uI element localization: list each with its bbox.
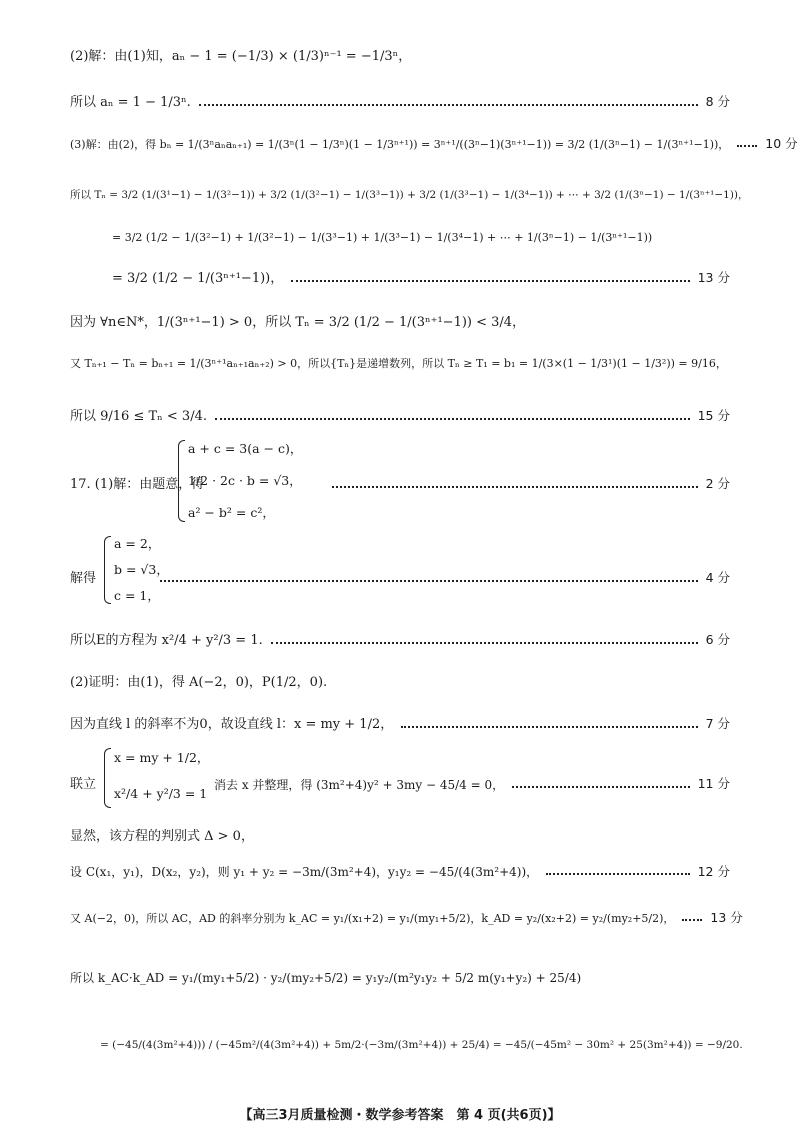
solution-line: (3)解：由(2)，得 bₙ = 1/(3ⁿaₙaₙ₊₁) = 1/(3ⁿ(1 − 1/3ⁿ)(1 − 1/3ⁿ⁺¹)) = 3ⁿ⁺¹/((3ⁿ−1)(3ⁿ⁺¹−1)) = 3/2 (1/(3ⁿ−1) − 1/(3ⁿ⁺¹−1))， 10 分 — [70, 136, 798, 151]
solution-line: = 3/2 (1/2 − 1/(3²−1) + 1/(3²−1) − 1/(3³−1) + 1/(3³−1) − 1/(3⁴−1) + ⋯ + 1/(3ⁿ−1) − 1/(3ⁿ⁺¹−1)) — [112, 231, 653, 244]
equation-system: a = 2， b = √3， c = 1， — [104, 536, 164, 606]
score-points: 13 分 — [710, 910, 743, 925]
solution-line: = (−45/(4(3m²+4))) / (−45m²/(4(3m²+4)) + 5m/2·(−3m/(3m²+4)) + 25/4) = −45/(−45m² − 30m² + 25(3m²+4)) = −9/20. — [100, 1039, 743, 1051]
solution-line: = 3/2 (1/2 − 1/(3ⁿ⁺¹−1))， 13 分 — [112, 270, 730, 286]
leader-dots — [401, 726, 697, 728]
score-points: 4 分 — [705, 570, 730, 586]
leader-dots — [332, 486, 697, 488]
solution-line: 又 A(−2，0)，所以 AC，AD 的斜率分别为 k_AC = y₁/(x₁+2) = y₁/(my₁+5/2)，k_AD = y₂/(x₂+2) = y₂/(my₂+5/2)， 13 分 — [70, 910, 743, 925]
leader-dots — [271, 642, 698, 644]
score-points: 7 分 — [705, 716, 730, 732]
brace — [104, 748, 111, 808]
solution-line: 设 C(x₁，y₁)，D(x₂，y₂)，则 y₁ + y₂ = −3m/(3m²+4)，y₁y₂ = −45/(4(3m²+4))， 12 分 — [70, 864, 730, 880]
solution-line: 所以 k_AC·k_AD = y₁/(my₁+5/2) · y₂/(my₂+5/2) = y₁y₂/(m²y₁y₂ + 5/2 m(y₁+y₂) + 25/4) — [70, 971, 582, 985]
score-points: 6 分 — [705, 632, 730, 648]
problem-17-label: 17. (1)解：由题意，得 — [70, 477, 205, 492]
solution-line: 因为直线 l 的斜率不为0，故设直线 l：x = my + 1/2， 7 分 — [70, 716, 730, 732]
solution-line: (2)解：由(1)知，aₙ − 1 = (−1/3) × (1/3)ⁿ⁻¹ = −1/3ⁿ， — [70, 49, 412, 64]
score-points: 13 分 — [697, 270, 730, 286]
leader-dots — [199, 104, 698, 106]
leader-dots — [291, 280, 689, 282]
score-points: 10 分 — [765, 136, 798, 151]
solve-line — [70, 572, 730, 585]
score-points: 2 分 — [705, 476, 730, 492]
leader-dots — [512, 786, 689, 788]
equation-system: a + c = 3(a − c)， 1/2 · 2c · b = √3， a² − b² = c²， — [178, 440, 308, 526]
brace — [104, 536, 111, 604]
score-points: 15 分 — [697, 408, 730, 424]
leader-dots — [737, 145, 757, 147]
score-points: 8 分 — [705, 94, 730, 110]
combine-line: 联立 消去 x 并整理，得 (3m²+4)y² + 3my − 45/4 = 0， 11 分 — [70, 776, 730, 792]
leader-dots — [682, 919, 702, 921]
leader-dots — [215, 418, 690, 420]
solution-line: 所以 aₙ = 1 − 1/3ⁿ. 8 分 — [70, 94, 730, 110]
solve-label: 解得 — [70, 571, 97, 586]
score-points: 12 分 — [697, 864, 730, 879]
score-points: 11 分 — [697, 776, 730, 792]
problem-17-line — [70, 478, 730, 491]
leader-dots — [160, 580, 698, 582]
solution-line: 又 Tₙ₊₁ − Tₙ = bₙ₊₁ = 1/(3ⁿ⁺¹aₙ₊₁aₙ₊₂) > 0，所以{Tₙ}是递增数列，所以 Tₙ ≥ T₁ = b₁ = 1/(3×(1 − 1/3¹)(1 − 1/3²)) = 9/16， — [70, 357, 727, 370]
solution-line: 显然，该方程的判别式 Δ > 0， — [70, 829, 254, 844]
solution-line: 所以 9/16 ≤ Tₙ < 3/4. 15 分 — [70, 408, 730, 424]
combine-label: 联立 — [70, 777, 97, 792]
solution-line: 所以E的方程为 x²/4 + y²/3 = 1. 6 分 — [70, 632, 730, 648]
brace — [178, 440, 185, 522]
leader-dots — [546, 873, 689, 875]
solution-line: 所以 Tₙ = 3/2 (1/(3¹−1) − 1/(3²−1)) + 3/2 (1/(3²−1) − 1/(3³−1)) + 3/2 (1/(3³−1) − 1/(3⁴−1)) + ⋯ + 3/2 (1/(3ⁿ−1) − 1/(3ⁿ⁺¹−1))， — [70, 189, 749, 201]
solution-line: 因为 ∀n∈N*，1/(3ⁿ⁺¹−1) > 0，所以 Tₙ = 3/2 (1/2 − 1/(3ⁿ⁺¹−1)) < 3/4， — [70, 315, 526, 330]
page-footer: 【高三3月质量检测・数学参考答案 第 4 页(共6页)】 — [239, 1108, 561, 1123]
solution-line: (2)证明：由(1)，得 A(−2，0)，P(1/2，0). — [70, 675, 328, 690]
equation-system: x = my + 1/2， x²/4 + y²/3 = 1 — [104, 748, 214, 808]
